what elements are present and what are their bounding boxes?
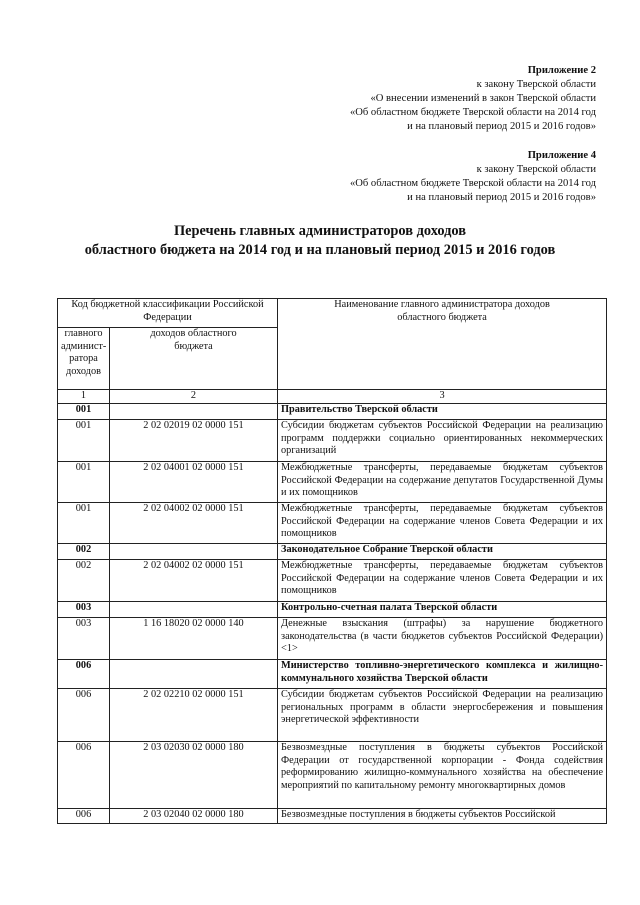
kbk-code	[110, 544, 278, 560]
header-classification: Код бюджетной классификации Российской Федерации	[58, 299, 278, 328]
kbk-code	[110, 660, 278, 689]
administrators-table	[57, 298, 607, 824]
revenue-name: Межбюджетные трансферты, передаваемые бюджетам субъектов Российской Федерации на содержание депутатов Государственной Думы и их помощников	[278, 462, 607, 503]
kbk-code: 2 02 04001 02 0000 151	[110, 462, 278, 503]
admin-code: 006	[58, 689, 110, 742]
table-row	[58, 742, 607, 809]
table-row	[58, 404, 607, 420]
revenue-name: Межбюджетные трансферты, передаваемые бюджетам субъектов Российской Федерации на содержание членов Совета Федерации и их помощников	[278, 560, 607, 602]
header-number-row	[58, 390, 607, 404]
kbk-code: 2 03 02030 02 0000 180	[110, 742, 278, 809]
admin-code: 001	[58, 420, 110, 462]
admin-code: 002	[58, 560, 110, 602]
revenue-name: Субсидии бюджетам субъектов Российской Федерации на реализацию региональных программ в области энергосбережения и повышения энергетической эффективности	[278, 689, 607, 742]
kbk-code	[110, 602, 278, 618]
admin-code: 003	[58, 618, 110, 660]
admin-code: 006	[58, 660, 110, 689]
table-row	[58, 809, 607, 824]
table-row	[58, 602, 607, 618]
header-num-3: 3	[278, 390, 607, 404]
document-title-line: Перечень главных администраторов доходов	[173, 223, 467, 239]
admin-code: 001	[58, 404, 110, 420]
admin-code: 001	[58, 503, 110, 544]
table-row	[58, 660, 607, 689]
table-row	[58, 420, 607, 462]
admin-name: Законодательное Собрание Тверской области	[278, 544, 607, 560]
appendix-2-title: Приложение 2	[527, 65, 596, 76]
appendix-2-line: «О внесении изменений в закон Тверской области	[370, 93, 596, 104]
header-num-2: 2	[110, 390, 278, 404]
table-row	[58, 689, 607, 742]
admin-code: 006	[58, 742, 110, 809]
appendix-2-header	[350, 64, 596, 134]
table-row	[58, 462, 607, 503]
appendix-4-header	[350, 149, 596, 205]
kbk-code: 2 02 02210 02 0000 151	[110, 689, 278, 742]
revenue-name: Безвозмездные поступления в бюджеты субъектов Российской Федерации от государственной корпорации - Фонда содействия реформированию жилищно-коммунального хозяйства на обеспечение мероприятий по капитальному ремонту многоквартирных домов	[278, 742, 607, 809]
admin-name: Контрольно-счетная палата Тверской области	[278, 602, 607, 618]
kbk-code: 2 02 04002 02 0000 151	[110, 503, 278, 544]
appendix-2-line: и на плановый период 2015 и 2016 годов»	[407, 121, 596, 132]
appendix-2-line: к закону Тверской области	[476, 79, 596, 90]
revenue-name: Денежные взыскания (штрафы) за нарушение бюджетного законодательства (в части бюджетов субъектов Российской Федерации) <1>	[278, 618, 607, 660]
kbk-code: 2 02 02019 02 0000 151	[110, 420, 278, 462]
kbk-code: 2 03 02040 02 0000 180	[110, 809, 278, 824]
revenue-name: Субсидии бюджетам субъектов Российской Федерации на реализацию программ поддержки социально ориентированных некоммерческих организаций	[278, 420, 607, 462]
table-row	[58, 503, 607, 544]
table-row	[58, 544, 607, 560]
header-revenue: доходов областного бюджета	[110, 328, 278, 390]
appendix-2-line: «Об областном бюджете Тверской области на 2014 год	[349, 107, 596, 118]
header-row	[58, 299, 607, 328]
admin-code: 001	[58, 462, 110, 503]
table-row	[58, 560, 607, 602]
appendix-4-line: и на плановый период 2015 и 2016 годов»	[407, 192, 596, 203]
admin-code: 002	[58, 544, 110, 560]
document-title	[40, 222, 600, 260]
admin-code: 003	[58, 602, 110, 618]
kbk-code: 1 16 18020 02 0000 140	[110, 618, 278, 660]
admin-name: Правительство Тверской области	[278, 404, 607, 420]
kbk-code	[110, 404, 278, 420]
admin-code: 006	[58, 809, 110, 824]
revenue-name: Безвозмездные поступления в бюджеты субъектов Российской	[278, 809, 607, 824]
appendix-4-title: Приложение 4	[527, 150, 596, 161]
kbk-code: 2 02 04002 02 0000 151	[110, 560, 278, 602]
header-name: Наименование главного администратора доходов областного бюджета	[278, 299, 607, 390]
revenue-name: Межбюджетные трансферты, передаваемые бюджетам субъектов Российской Федерации на содержание членов Совета Федерации и их помощников	[278, 503, 607, 544]
table-row	[58, 618, 607, 660]
header-main-admin: главного админист-ратора доходов	[58, 328, 110, 390]
appendix-4-line: к закону Тверской области	[476, 164, 596, 175]
appendix-4-line: «Об областном бюджете Тверской области на 2014 год	[349, 178, 596, 189]
document-title-line: областного бюджета на 2014 год и на плановый период 2015 и 2016 годов	[84, 242, 556, 258]
header-num-1: 1	[58, 390, 110, 404]
admin-name: Министерство топливно-энергетического комплекса и жилищно-коммунального хозяйства Тверской области	[278, 660, 607, 689]
